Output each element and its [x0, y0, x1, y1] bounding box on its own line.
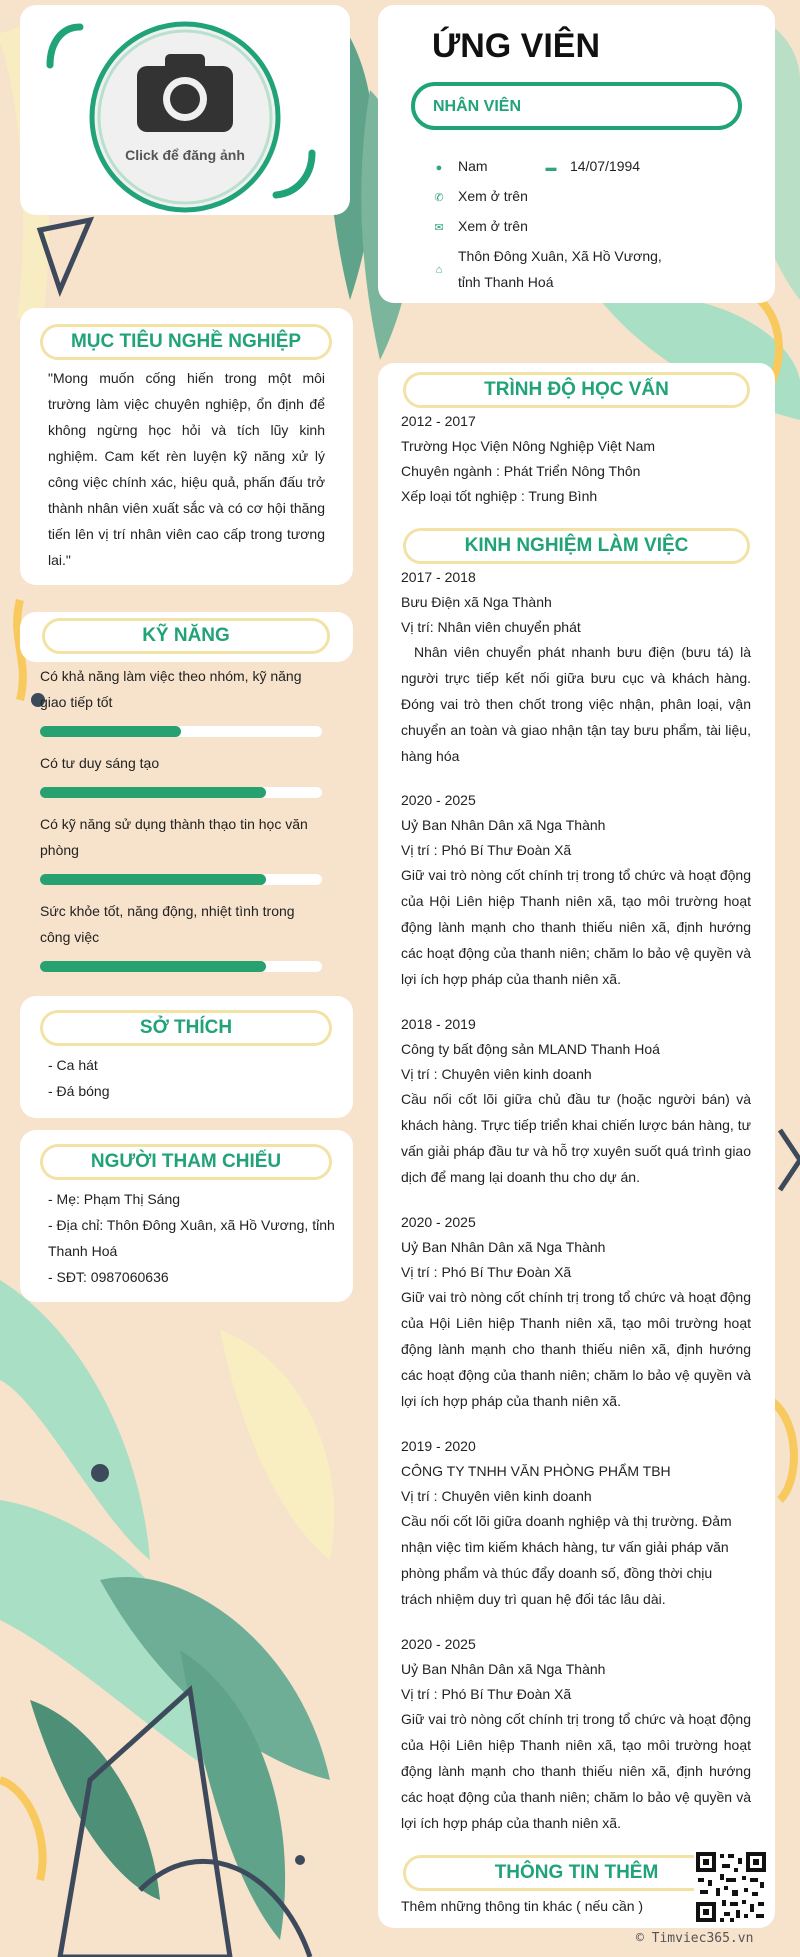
experience-period: 2017 - 2018 — [401, 569, 476, 585]
phone-row — [432, 183, 528, 211]
hobby-item: - Ca hát — [48, 1057, 98, 1073]
objective-text: "Mong muốn cống hiến trong một môi trường làm việc chuyên nghiệp, ổn định để không ngừng học hỏi và tích lũy kinh nghiệm. Cam kết rèn luyện kỹ năng xử lý công việc chính xác, hiệu quả, phấn đấu trở thành nhân viên xuất sắc và có cơ hội thăng tiến lên vị trí nhân viên cao cấp trong tương lai." — [48, 370, 325, 568]
references-heading: NGƯỜI THAM CHIẾU — [40, 1144, 332, 1180]
experience-role: Vị trí: Nhân viên chuyển phát — [401, 619, 581, 635]
phone-icon: ✆ — [434, 192, 444, 204]
skill-bar — [40, 726, 322, 737]
additional-heading: THÔNG TIN THÊM — [403, 1855, 750, 1891]
skill-bar — [40, 787, 322, 798]
education-grade: Xếp loại tốt nghiệp : Trung Bình — [401, 488, 598, 504]
main-content-card — [378, 363, 775, 1928]
objective-heading: MỤC TIÊU NGHỀ NGHIỆP — [40, 324, 332, 360]
skill-bar-fill — [40, 787, 266, 798]
experience-heading: KINH NGHIỆM LÀM VIỆC — [403, 528, 750, 564]
additional-text: Thêm những thông tin khác ( nếu cần ) — [401, 1898, 644, 1914]
skill-bar-fill — [40, 874, 266, 885]
birthdate-value: 14/07/1994 — [570, 158, 641, 174]
photo-card — [20, 5, 350, 215]
skill-bar — [40, 874, 322, 885]
camera-icon[interactable] — [135, 50, 235, 135]
skills-heading: KỸ NĂNG — [42, 618, 330, 654]
references-card — [20, 1130, 353, 1302]
position-box — [411, 82, 742, 130]
skill-label: Có kỹ năng sử dụng thành thạo tin học văn phòng — [40, 816, 308, 858]
gender-row — [432, 153, 488, 181]
email-icon: ✉ — [434, 222, 444, 234]
email-row — [432, 213, 528, 241]
reference-phone: - SĐT: 0987060636 — [48, 1269, 169, 1285]
experience-description: Cầu nối cốt lõi giữa chủ đầu tư (hoặc người bán) và khách hàng. Trực tiếp triển khai chiến lược bán hàng, tư vấn giải pháp đầu tư và hỗ trợ xuyên suốt quá trình giao dịch để mang lại doanh thu cho dự án. — [401, 1091, 751, 1185]
experience-period: 2018 - 2019 — [401, 1016, 476, 1032]
experience-company: Uỷ Ban Nhân Dân xã Nga Thành — [401, 1661, 606, 1677]
experience-role: Vị trí : Phó Bí Thư Đoàn Xã — [401, 1686, 572, 1702]
watermark: © Timviec365.vn — [636, 1931, 754, 1946]
skill-bar — [40, 961, 322, 972]
address-value: Thôn Đông Xuân, Xã Hồ Vương, tỉnh Thanh Hoá — [458, 248, 662, 290]
person-icon: ● — [435, 162, 443, 174]
experience-role: Vị trí : Phó Bí Thư Đoàn Xã — [401, 842, 572, 858]
hobbies-card — [20, 996, 353, 1118]
experience-company: Công ty bất động sản MLAND Thanh Hoá — [401, 1041, 660, 1057]
education-school: Trường Học Viện Nông Nghiệp Việt Nam — [401, 438, 656, 454]
experience-description: Giữ vai trò nòng cốt chính trị trong tổ chức và hoạt động của Hội Liên hiệp Thanh niên xã, tạo môi trường hoạt động lành mạnh cho thanh thiếu niên xã, định hướng các hoạt động của thanh niên; chăm lo bảo vệ quyền và lợi ích hợp pháp của thanh niên xã. — [401, 1711, 751, 1831]
photo-caption[interactable]: Click để đăng ảnh — [125, 147, 245, 163]
reference-name: - Mẹ: Phạm Thị Sáng — [48, 1191, 181, 1207]
birthdate-row — [544, 153, 640, 181]
qr-code-icon[interactable] — [694, 1850, 768, 1924]
hobbies-heading: SỞ THÍCH — [40, 1010, 332, 1046]
education-period: 2012 - 2017 — [401, 413, 476, 429]
skills-card — [20, 612, 353, 662]
phone-value: Xem ở trên — [458, 188, 528, 204]
experience-description: Nhân viên chuyển phát nhanh bưu điện (bưu tá) là người trực tiếp kết nối giữa bưu cục và khách hàng. Đóng vai trò then chốt trong việc nhận, phân loại, vận chuyển an toàn và giao nhận tận tay bưu phẩm, tài liệu, hàng hóa — [401, 644, 755, 764]
experience-period: 2019 - 2020 — [401, 1438, 476, 1454]
experience-description: Giữ vai trò nòng cốt chính trị trong tổ chức và hoạt động của Hội Liên hiệp Thanh niên xã, tạo môi trường hoạt động lành mạnh cho thanh thiếu niên xã, định hướng các hoạt động của thanh niên; chăm lo bảo vệ quyền và lợi ích hợp pháp của thanh niên xã. — [401, 1289, 751, 1409]
experience-company: Uỷ Ban Nhân Dân xã Nga Thành — [401, 1239, 606, 1255]
experience-company: CÔNG TY TNHH VĂN PHÒNG PHẨM TBH — [401, 1463, 671, 1479]
education-major: Chuyên ngành : Phát Triển Nông Thôn — [401, 463, 641, 479]
position-title: NHÂN VIÊN — [433, 98, 522, 115]
skill-label: Sức khỏe tốt, năng động, nhiệt tình trong công việc — [40, 903, 295, 945]
skill-bar-fill — [40, 726, 181, 737]
experience-description: Giữ vai trò nòng cốt chính trị trong tổ chức và hoạt động của Hội Liên hiệp Thanh niên xã, tạo môi trường hoạt động lành mạnh cho thanh thiếu niên xã, định hướng các hoạt động của thanh niên; chăm lo bảo vệ quyền và lợi ích hợp pháp của thanh niên xã. — [401, 867, 751, 987]
reference-address: - Địa chỉ: Thôn Đông Xuân, xã Hồ Vương, tỉnh Thanh Hoá — [48, 1217, 335, 1259]
experience-role: Vị trí : Chuyên viên kinh doanh — [401, 1066, 592, 1082]
experience-role: Vị trí : Chuyên viên kinh doanh — [401, 1488, 592, 1504]
experience-company: Bưu Điện xã Nga Thành — [401, 594, 552, 610]
experience-period: 2020 - 2025 — [401, 792, 476, 808]
experience-description: Cầu nối cốt lõi giữa doanh nghiệp và thị trường. Đảm nhận việc tìm kiếm khách hàng, tư vấn giải pháp văn phòng phẩm và thúc đẩy doanh số, đồng thời chịu trách nhiệm duy trì quan hệ đối tác lâu dài. — [401, 1513, 732, 1607]
home-icon: ⌂ — [435, 264, 443, 276]
skill-label: Có khả năng làm việc theo nhóm, kỹ năng giao tiếp tốt — [40, 668, 302, 710]
skill-bar-fill — [40, 961, 266, 972]
email-value: Xem ở trên — [458, 218, 528, 234]
hobby-item: - Đá bóng — [48, 1083, 110, 1099]
experience-period: 2020 - 2025 — [401, 1214, 476, 1230]
candidate-name: ỨNG VIÊN — [432, 27, 601, 65]
objective-card — [20, 308, 353, 585]
calendar-icon: ▬ — [545, 162, 557, 174]
experience-period: 2020 - 2025 — [401, 1636, 476, 1652]
address-row — [432, 243, 672, 295]
education-heading: TRÌNH ĐỘ HỌC VẤN — [403, 372, 750, 408]
skill-label: Có tư duy sáng tạo — [40, 755, 160, 771]
experience-role: Vị trí : Phó Bí Thư Đoàn Xã — [401, 1264, 572, 1280]
header-card — [378, 5, 775, 303]
gender-value: Nam — [458, 158, 488, 174]
experience-company: Uỷ Ban Nhân Dân xã Nga Thành — [401, 817, 606, 833]
